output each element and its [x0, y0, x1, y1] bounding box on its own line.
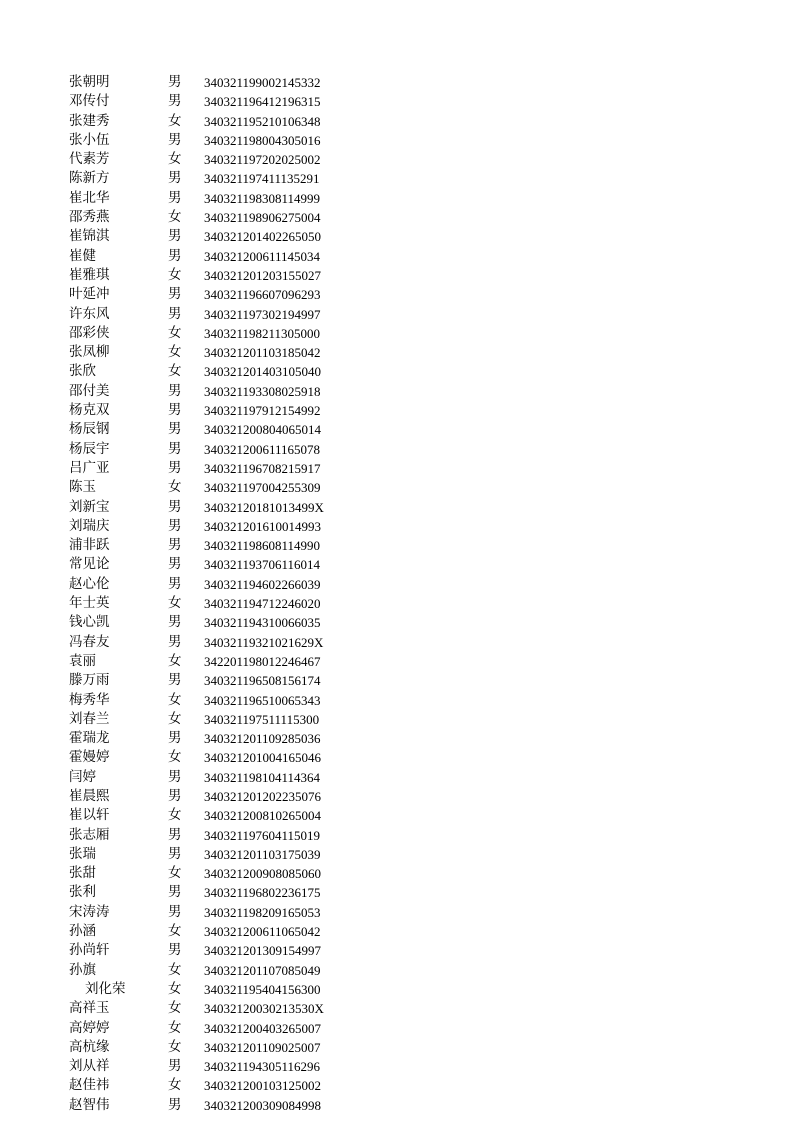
list-item	[0, 401, 793, 420]
person-gender: 男	[168, 845, 182, 862]
person-gender: 女	[168, 324, 182, 341]
list-item	[0, 112, 793, 131]
id-number: 340321201202235076	[204, 788, 321, 804]
person-name: 崔锦淇	[69, 228, 110, 245]
list-item	[0, 131, 793, 150]
id-number: 340321201403105040	[204, 364, 321, 380]
person-name: 邵付美	[69, 382, 110, 399]
id-number: 340321196802236175	[204, 885, 321, 901]
person-name: 赵心伦	[69, 575, 110, 592]
person-name: 张小伍	[69, 131, 110, 148]
person-gender: 男	[168, 382, 182, 399]
person-gender: 男	[168, 1058, 182, 1075]
id-number: 340321193308025918	[204, 383, 321, 399]
id-number: 340321197912154992	[204, 403, 321, 419]
person-name: 高祥玉	[69, 1000, 110, 1017]
list-item	[0, 1038, 793, 1057]
list-item	[0, 266, 793, 285]
person-name: 张凤柳	[69, 344, 110, 361]
id-number: 340321198211305000	[204, 325, 321, 341]
person-name: 霍嫚婷	[69, 749, 110, 766]
list-item	[0, 864, 793, 883]
list-item	[0, 922, 793, 941]
person-gender: 女	[168, 1077, 182, 1094]
id-number: 340321196412196315	[204, 94, 321, 110]
id-number: 340321200611165078	[204, 441, 321, 457]
list-item	[0, 1019, 793, 1038]
person-name: 孙尚轩	[69, 942, 110, 959]
person-name: 孙旗	[69, 961, 96, 978]
person-gender: 男	[168, 575, 182, 592]
id-number: 340321201004165046	[204, 750, 321, 766]
id-number: 340321197302194997	[204, 306, 321, 322]
id-number: 340321199002145332	[204, 75, 321, 90]
list-item	[0, 362, 793, 381]
person-name: 张志厢	[69, 826, 110, 843]
id-number: 340321200403265007	[204, 1020, 321, 1036]
id-number: 340321200810265004	[204, 808, 321, 824]
person-name: 闫婷	[69, 768, 96, 785]
id-number: 340321200908085060	[204, 866, 321, 882]
list-item	[0, 575, 793, 594]
person-gender: 女	[168, 691, 182, 708]
person-name: 常见论	[69, 556, 110, 573]
id-number: 340321196708215917	[204, 460, 321, 476]
id-number: 340321200611065042	[204, 924, 321, 940]
list-item	[0, 633, 793, 652]
person-gender: 女	[168, 266, 182, 283]
list-item	[0, 478, 793, 497]
person-gender: 女	[168, 961, 182, 978]
id-number: 340321194305116296	[204, 1059, 321, 1075]
id-number: 34032120030213530X	[204, 1001, 324, 1017]
list-item	[0, 150, 793, 169]
list-item	[0, 652, 793, 671]
list-item	[0, 536, 793, 555]
id-number: 340321195210106348	[204, 113, 321, 129]
person-name: 张甜	[69, 865, 96, 882]
record-list	[0, 73, 793, 1115]
person-gender: 男	[168, 286, 182, 303]
person-name: 年士英	[69, 595, 110, 612]
person-gender: 女	[168, 112, 182, 129]
id-number: 340321198608114990	[204, 538, 321, 554]
person-name: 崔雅琪	[69, 266, 110, 283]
person-gender: 男	[168, 537, 182, 554]
person-name: 邓传付	[69, 93, 110, 110]
list-item	[0, 980, 793, 999]
person-name: 张建秀	[69, 112, 110, 129]
person-name: 刘从祥	[69, 1058, 110, 1075]
person-name: 刘瑞庆	[69, 517, 110, 534]
person-gender: 男	[168, 421, 182, 438]
id-number: 340321198308114999	[204, 190, 321, 206]
list-item	[0, 594, 793, 613]
id-number: 340321197604115019	[204, 827, 321, 843]
list-item	[0, 941, 793, 960]
person-gender: 女	[168, 479, 182, 496]
person-name: 赵智伟	[69, 1096, 110, 1113]
list-item	[0, 305, 793, 324]
id-number: 340321198209165053	[204, 904, 321, 920]
person-gender: 男	[168, 1096, 182, 1113]
person-name: 高杭缘	[69, 1038, 110, 1055]
person-name: 高婷婷	[69, 1019, 110, 1036]
id-number: 340321200611145034	[204, 248, 321, 264]
id-number: 340321196508156174	[204, 673, 321, 689]
person-gender: 女	[168, 710, 182, 727]
list-item	[0, 189, 793, 208]
person-gender: 女	[168, 749, 182, 766]
list-item	[0, 343, 793, 362]
person-name: 陈玉	[69, 479, 96, 496]
person-name: 吕广亚	[69, 459, 110, 476]
id-number: 340321194310066035	[204, 615, 321, 631]
list-item	[0, 247, 793, 266]
person-gender: 男	[168, 730, 182, 747]
id-number: 340321197511115300	[204, 711, 320, 727]
person-name: 刘春兰	[69, 710, 110, 727]
id-number: 340321193706116014	[204, 557, 321, 573]
list-item	[0, 169, 793, 188]
person-name: 梅秀华	[69, 691, 110, 708]
person-gender: 女	[168, 209, 182, 226]
id-number: 340321198104114364	[204, 769, 321, 785]
person-name: 张利	[69, 884, 96, 901]
id-number: 340321197004255309	[204, 480, 321, 496]
id-number: 340321200103125002	[204, 1078, 321, 1094]
list-item	[0, 420, 793, 439]
person-gender: 女	[168, 923, 182, 940]
person-name: 陈新方	[69, 170, 110, 187]
person-name: 刘新宝	[69, 498, 110, 515]
list-item	[0, 748, 793, 767]
person-name: 邵秀燕	[69, 209, 110, 226]
list-item	[0, 73, 793, 92]
person-gender: 女	[168, 807, 182, 824]
list-item	[0, 806, 793, 825]
person-gender: 男	[168, 498, 182, 515]
person-name: 杨辰宇	[69, 440, 110, 457]
person-gender: 女	[168, 595, 182, 612]
person-gender: 男	[168, 305, 182, 322]
id-number: 340321201309154997	[204, 943, 321, 959]
person-gender: 男	[168, 884, 182, 901]
person-name: 崔晨熙	[69, 787, 110, 804]
person-name: 张瑞	[69, 845, 96, 862]
person-name: 叶延冲	[69, 286, 110, 303]
person-gender: 女	[168, 865, 182, 882]
id-number: 340321201610014993	[204, 518, 321, 534]
id-number: 340321196510065343	[204, 692, 321, 708]
person-name: 滕万雨	[69, 672, 110, 689]
person-gender: 男	[168, 942, 182, 959]
list-item	[0, 555, 793, 574]
list-item	[0, 961, 793, 980]
list-item	[0, 999, 793, 1018]
list-item	[0, 903, 793, 922]
person-gender: 女	[168, 1038, 182, 1055]
person-gender: 男	[168, 768, 182, 785]
person-name: 赵佳祎	[69, 1077, 110, 1094]
id-number: 34032119321021629X	[204, 634, 324, 650]
person-name: 许东风	[69, 305, 110, 322]
id-number: 340321201107085049	[204, 962, 321, 978]
id-number: 340321197411135291	[204, 171, 320, 187]
person-gender: 男	[168, 903, 182, 920]
person-name: 浦非跃	[69, 537, 110, 554]
person-gender: 男	[168, 633, 182, 650]
person-gender: 女	[168, 363, 182, 380]
id-number: 340321201109025007	[204, 1039, 321, 1055]
person-gender: 男	[168, 826, 182, 843]
list-item	[0, 613, 793, 632]
person-name: 冯春友	[69, 633, 110, 650]
person-gender: 女	[168, 151, 182, 168]
person-gender: 男	[168, 170, 182, 187]
id-number: 340321195404156300	[204, 981, 321, 997]
id-number: 340321201109285036	[204, 731, 321, 747]
list-item	[0, 768, 793, 787]
list-item	[0, 324, 793, 343]
list-item	[0, 517, 793, 536]
person-gender: 男	[168, 131, 182, 148]
id-number: 340321198906275004	[204, 210, 321, 226]
list-item	[0, 498, 793, 517]
list-item	[0, 691, 793, 710]
list-item	[0, 92, 793, 111]
person-name: 孙涵	[69, 923, 96, 940]
person-name: 崔以轩	[69, 807, 110, 824]
person-gender: 女	[168, 1019, 182, 1036]
person-gender: 男	[168, 189, 182, 206]
id-number: 340321201103175039	[204, 846, 321, 862]
person-gender: 男	[168, 440, 182, 457]
person-gender: 男	[168, 614, 182, 631]
id-number: 340321194712246020	[204, 596, 321, 612]
id-number: 340321197202025002	[204, 152, 321, 168]
person-name: 刘化荣	[85, 980, 126, 997]
person-name: 钱心凯	[69, 614, 110, 631]
person-name: 霍瑞龙	[69, 730, 110, 747]
id-number: 340321196607096293	[204, 287, 321, 303]
list-item	[0, 826, 793, 845]
id-number: 340321201402265050	[204, 229, 321, 245]
person-gender: 男	[168, 672, 182, 689]
person-name: 宋涛涛	[69, 903, 110, 920]
person-name: 代素芳	[69, 151, 110, 168]
list-item	[0, 459, 793, 478]
person-gender: 男	[168, 787, 182, 804]
person-name: 杨辰钢	[69, 421, 110, 438]
list-item	[0, 440, 793, 459]
person-name: 张欣	[69, 363, 96, 380]
person-gender: 男	[168, 74, 182, 90]
person-gender: 男	[168, 402, 182, 419]
person-name: 袁丽	[69, 652, 96, 669]
id-number: 340321194602266039	[204, 576, 321, 592]
person-name: 杨克双	[69, 402, 110, 419]
id-number: 340321198004305016	[204, 132, 321, 148]
person-name: 崔健	[69, 247, 96, 264]
person-gender: 男	[168, 228, 182, 245]
list-item	[0, 729, 793, 748]
person-gender: 女	[168, 1000, 182, 1017]
id-number: 340321200309084998	[204, 1097, 321, 1113]
id-number: 340321201203155027	[204, 267, 321, 283]
list-item	[0, 787, 793, 806]
person-gender: 女	[168, 980, 182, 997]
person-gender: 女	[168, 344, 182, 361]
list-item	[0, 1096, 793, 1115]
list-item	[0, 227, 793, 246]
list-item	[0, 883, 793, 902]
id-number: 342201198012246467	[204, 653, 321, 669]
id-number: 34032120181013499X	[204, 499, 324, 515]
person-name: 张朝明	[69, 74, 110, 90]
person-gender: 男	[168, 517, 182, 534]
person-gender: 女	[168, 652, 182, 669]
list-item	[0, 1076, 793, 1095]
id-number: 340321200804065014	[204, 422, 321, 438]
list-item	[0, 845, 793, 864]
list-item	[0, 671, 793, 690]
person-name: 邵彩侠	[69, 324, 110, 341]
list-item	[0, 382, 793, 401]
person-gender: 男	[168, 247, 182, 264]
list-item	[0, 710, 793, 729]
person-name: 崔北华	[69, 189, 110, 206]
person-gender: 男	[168, 459, 182, 476]
list-item	[0, 285, 793, 304]
list-item	[0, 1057, 793, 1076]
person-gender: 男	[168, 556, 182, 573]
list-item	[0, 208, 793, 227]
person-gender: 男	[168, 93, 182, 110]
id-number: 340321201103185042	[204, 345, 321, 361]
